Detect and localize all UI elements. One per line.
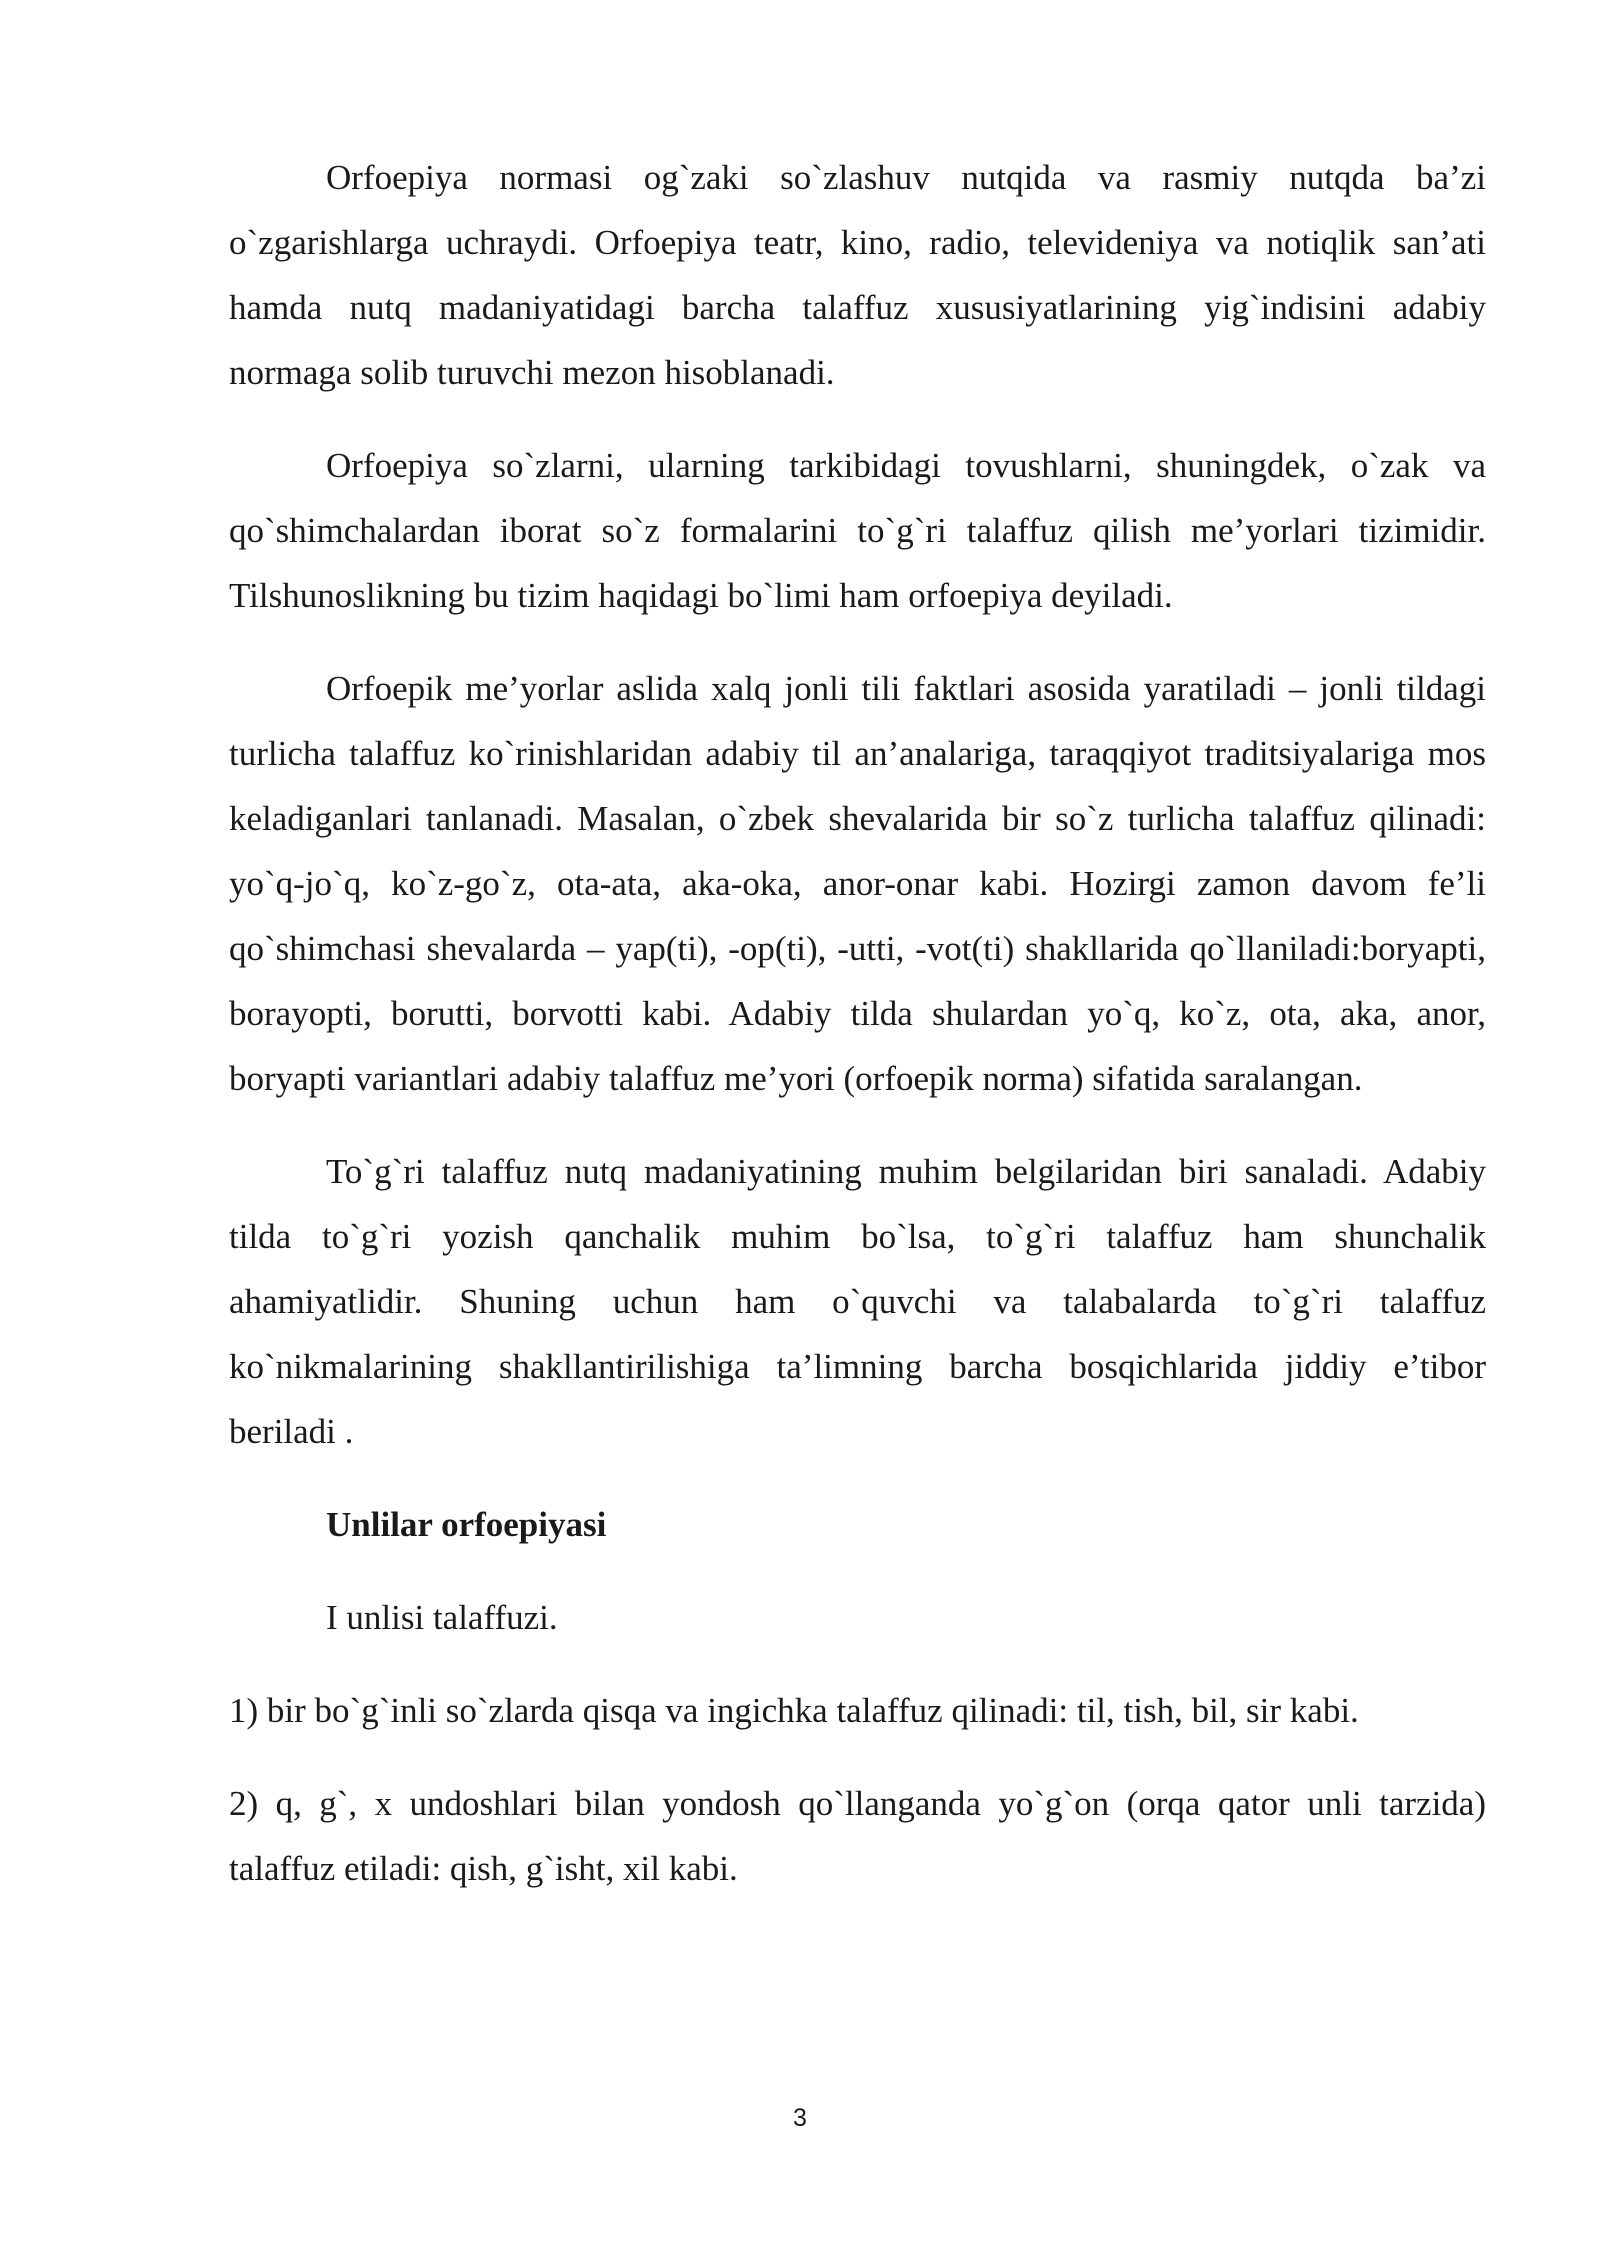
- section-heading: Unlilar orfoepiyasi: [326, 1505, 607, 1544]
- list-item-2: 2) q, g`, x undoshlari bilan yondosh qo`llanganda yo`g`on (orqa qator unli tarzida) talaffuz etiladi: qish, g`isht, xil kabi.: [229, 1784, 1486, 1888]
- page-number: 3: [793, 2104, 807, 2132]
- list-item-1: 1) bir bo`g`inli so`zlarda qisqa va ingichka talaffuz qilinadi: til, tish, bil, sir kabi.: [229, 1691, 1359, 1730]
- paragraph-1: Orfoepiya normasi og`zaki so`zlashuv nutqida va rasmiy nutqda ba’zi o`zgarishlarga uchraydi. Orfoepiya teatr, kino, radio, televideniya va notiqlik san’ati hamda nutq madaniyatidagi barcha talaffuz xususiyatlarining yig`indisini adabiy normaga solib turuvchi mezon hisoblanadi.: [229, 158, 1486, 392]
- paragraph-4: To`g`ri talaffuz nutq madaniyatining muhim belgilaridan biri sanaladi. Adabiy tilda to`g`ri yozish qanchalik muhim bo`lsa, to`g`ri talaffuz ham shunchalik ahamiyatlidir. Shuning uchun ham o`quvchi va talabalarda to`g`ri talaffuz ko`nikmalarining shakllantirilishiga ta’limning barcha bosqichlarida jiddiy e’tibor beriladi .: [229, 1152, 1486, 1451]
- subsection-heading: I unlisi talaffuzi.: [326, 1598, 558, 1637]
- paragraph-2: Orfoepiya so`zlarni, ularning tarkibidagi tovushlarni, shuningdek, o`zak va qo`shimchalardan iborat so`z formalarini to`g`ri talaffuz qilish me’yorlari tizimidir. Tilshunoslikning bu tizim haqidagi bo`limi ham orfoepiya deyiladi.: [229, 446, 1486, 615]
- document-page: [229, 145, 1486, 1929]
- paragraph-3: Orfoepik me’yorlar aslida xalq jonli tili faktlari asosida yaratiladi – jonli tildagi turlicha talaffuz ko`rinishlaridan adabiy til an’analariga, taraqqiyot traditsiyalariga mos keladiganlari tanlanadi. Masalan, o`zbek shevalarida bir so`z turlicha talaffuz qilinadi: yo`q-jo`q, ko`z-go`z, ota-ata, aka-oka, anor-onar kabi. Hozirgi zamon davom fe’li qo`shimchasi shevalarda – yap(ti), -op(ti), -utti, -vot(ti) shakllarida qo`llaniladi:boryapti, borayopti, borutti, borvotti kabi. Adabiy tilda shulardan yo`q, ko`z, ota, aka, anor, boryapti variantlari adabiy talaffuz me’yori (orfoepik norma) sifatida saralangan.: [229, 669, 1486, 1098]
